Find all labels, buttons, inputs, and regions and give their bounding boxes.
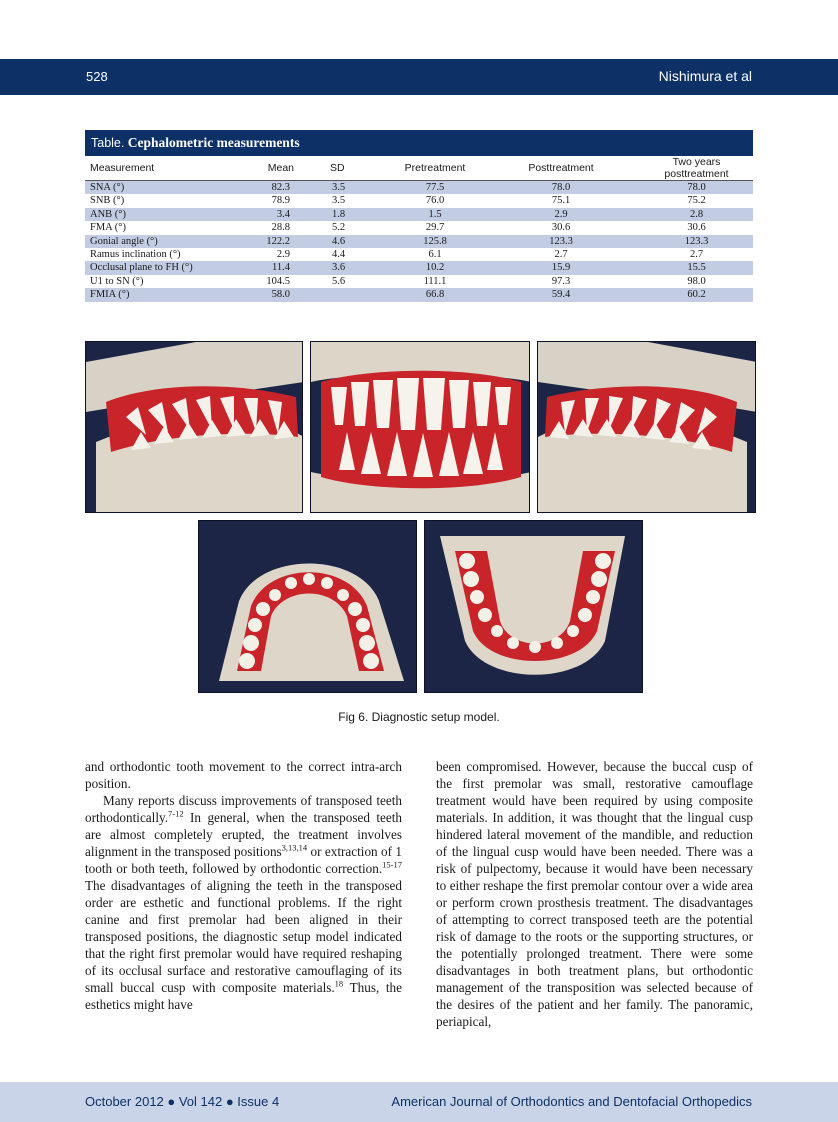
table-row bbox=[85, 208, 753, 221]
citation-superscript: 7-12 bbox=[168, 808, 184, 819]
table-cell: 58.0 bbox=[213, 288, 316, 301]
table-cell: 5.6 bbox=[332, 275, 346, 287]
col-header-two-years: Two years posttreatment bbox=[616, 156, 753, 181]
table-cell: FMIA (°) bbox=[85, 288, 213, 301]
table-cell: Gonial angle (°) bbox=[85, 235, 213, 248]
table-header-row bbox=[85, 156, 753, 181]
table-cell: FMA (°) bbox=[90, 222, 126, 234]
paragraph-right: been compromised. However, because the buccal cusp of the first premolar was small, restorative camouflage treatment would have been required by using composite materials. In addition, it was thought that the lingual cusp hindered lateral movement of the mandible, and reduction of the lingual cusp would have been needed. There was a risk of pulpectomy, because it would have been necessary to either reshape the first premolar contour over a wide area or perform crown prosthesis treatment. The disadvantages of attempting to correct transposed teeth are the potential risk of damage to the roots or the supporting structures, or the potentially prolonged treatment. There were some disadvantages in both treatment plans, but orthodontic management of the transposition was selected because of the desires of the patient and her family. The panoramic, periapical, bbox=[436, 759, 753, 1029]
table-cell: 28.8 bbox=[271, 222, 290, 234]
table-cell: U1 to SN (°) bbox=[90, 275, 144, 287]
citation-superscript: 15-17 bbox=[382, 859, 402, 870]
page-header bbox=[0, 59, 838, 95]
cephalometric-table bbox=[85, 130, 753, 302]
running-author: Nishimura et al bbox=[658, 68, 752, 84]
table-cell: 30.6 bbox=[687, 222, 706, 234]
body-left-column bbox=[85, 758, 402, 1013]
table-cell: 76.0 bbox=[425, 195, 445, 207]
table-cell: 75.1 bbox=[551, 195, 571, 207]
table-cell: 111.1 bbox=[423, 275, 447, 287]
table-cell: 1.8 bbox=[316, 208, 368, 221]
table-label: Table. bbox=[91, 136, 125, 150]
table-cell: 2.7 bbox=[689, 249, 704, 261]
page-footer bbox=[0, 1082, 838, 1122]
table-cell: 98.0 bbox=[687, 275, 706, 287]
col-header-sd: SD bbox=[316, 156, 368, 181]
table-cell bbox=[316, 288, 368, 301]
table-cell: 78.0 bbox=[616, 181, 753, 195]
table-cell: 82.3 bbox=[213, 181, 316, 195]
table-cell: 29.7 bbox=[425, 222, 445, 234]
setup-model-left-lateral-photo bbox=[537, 341, 756, 513]
setup-model-mandibular-occlusal-photo bbox=[424, 520, 643, 693]
table-cell: 3.5 bbox=[332, 195, 346, 207]
body-right-column bbox=[436, 758, 753, 1030]
table-cell: SNB (°) bbox=[90, 195, 125, 207]
journal-name: American Journal of Orthodontics and Dentofacial Orthopedics bbox=[391, 1094, 752, 1109]
table-cell: 5.2 bbox=[332, 222, 346, 234]
table-row bbox=[85, 261, 753, 274]
paragraph-continuation: and orthodontic tooth movement to the correct intra-arch position. bbox=[85, 759, 402, 791]
table-cell: 59.4 bbox=[494, 288, 616, 301]
table-cell: 3.6 bbox=[316, 261, 368, 274]
col-header-measurement: Measurement bbox=[85, 156, 213, 181]
table-cell: 11.4 bbox=[213, 261, 316, 274]
table-cell: 2.7 bbox=[554, 249, 568, 261]
citation-superscript: 18 bbox=[334, 978, 344, 989]
table-cell: 60.2 bbox=[616, 288, 753, 301]
table-cell: 2.9 bbox=[276, 249, 290, 261]
table-row bbox=[85, 181, 753, 195]
table-row bbox=[85, 248, 753, 261]
table-cell: 97.3 bbox=[551, 275, 571, 287]
table-cell: 15.5 bbox=[616, 261, 753, 274]
table-row bbox=[85, 194, 753, 207]
setup-model-frontal-photo bbox=[310, 341, 530, 513]
table-row bbox=[85, 275, 753, 288]
table-cell: Occlusal plane to FH (°) bbox=[85, 261, 213, 274]
table-cell: 78.9 bbox=[271, 195, 290, 207]
page-number: 528 bbox=[86, 69, 108, 84]
table-row bbox=[85, 288, 753, 301]
table-title-bar bbox=[85, 130, 753, 156]
table-cell: 4.6 bbox=[316, 235, 368, 248]
table-cell: 6.1 bbox=[428, 249, 442, 261]
citation-superscript: 3,13,14 bbox=[281, 842, 308, 853]
table-cell: 1.5 bbox=[368, 208, 494, 221]
measurement-table bbox=[85, 156, 753, 302]
table-row bbox=[85, 221, 753, 234]
table-cell: 3.4 bbox=[213, 208, 316, 221]
table-cell: 3.5 bbox=[316, 181, 368, 195]
table-cell: 75.2 bbox=[687, 195, 706, 207]
table-cell: 15.9 bbox=[494, 261, 616, 274]
setup-model-maxillary-occlusal-photo bbox=[198, 520, 417, 693]
table-cell: 2.8 bbox=[616, 208, 753, 221]
figure-caption: Fig 6. Diagnostic setup model. bbox=[338, 710, 500, 724]
table-cell: 30.6 bbox=[551, 222, 571, 234]
table-cell: ANB (°) bbox=[85, 208, 213, 221]
table-cell: 2.9 bbox=[494, 208, 616, 221]
table-cell: SNA (°) bbox=[85, 181, 213, 195]
col-header-posttreatment: Posttreatment bbox=[494, 156, 616, 181]
table-cell: 10.2 bbox=[368, 261, 494, 274]
issue-info: October 2012 ● Vol 142 ● Issue 4 bbox=[85, 1094, 280, 1109]
table-cell: 122.2 bbox=[213, 235, 316, 248]
paragraph-transposed-teeth: Many reports discuss improvements of transposed teeth orthodontically.$^{7-12}$ In general, when the transposed teeth are almost completely erupted, the treatment involves alignment in the transposed positions$^{3,13,14}$ or extraction of 1 tooth or both teeth, followed by orthodontic correction.$^{15-17}$ The disadvantages of aligning the teeth in the transposed order are esthetic and functional problems. If the right canine and first premolar had been aligned in their transposed positions, the diagnostic setup model indicated that the right first premolar would have required reshaping of its occlusal surface and restorative camouflaging of its small buccal cusp with composite materials.$^{18}$ Thus, the esthetics might have bbox=[85, 793, 403, 1012]
setup-model-right-lateral-photo bbox=[85, 341, 303, 513]
table-cell: 123.3 bbox=[616, 235, 753, 248]
table-cell: 77.5 bbox=[368, 181, 494, 195]
table-cell: 78.0 bbox=[494, 181, 616, 195]
table-cell: 104.5 bbox=[266, 275, 290, 287]
table-cell: 66.8 bbox=[368, 288, 494, 301]
table-cell: 123.3 bbox=[494, 235, 616, 248]
col-header-mean: Mean bbox=[213, 156, 316, 181]
table-title: Cephalometric measurements bbox=[127, 135, 300, 150]
col-header-pretreatment: Pretreatment bbox=[368, 156, 494, 181]
table-row bbox=[85, 235, 753, 248]
table-cell: Ramus inclination (°) bbox=[90, 249, 181, 261]
table-cell: 125.8 bbox=[368, 235, 494, 248]
table-cell: 4.4 bbox=[332, 249, 346, 261]
